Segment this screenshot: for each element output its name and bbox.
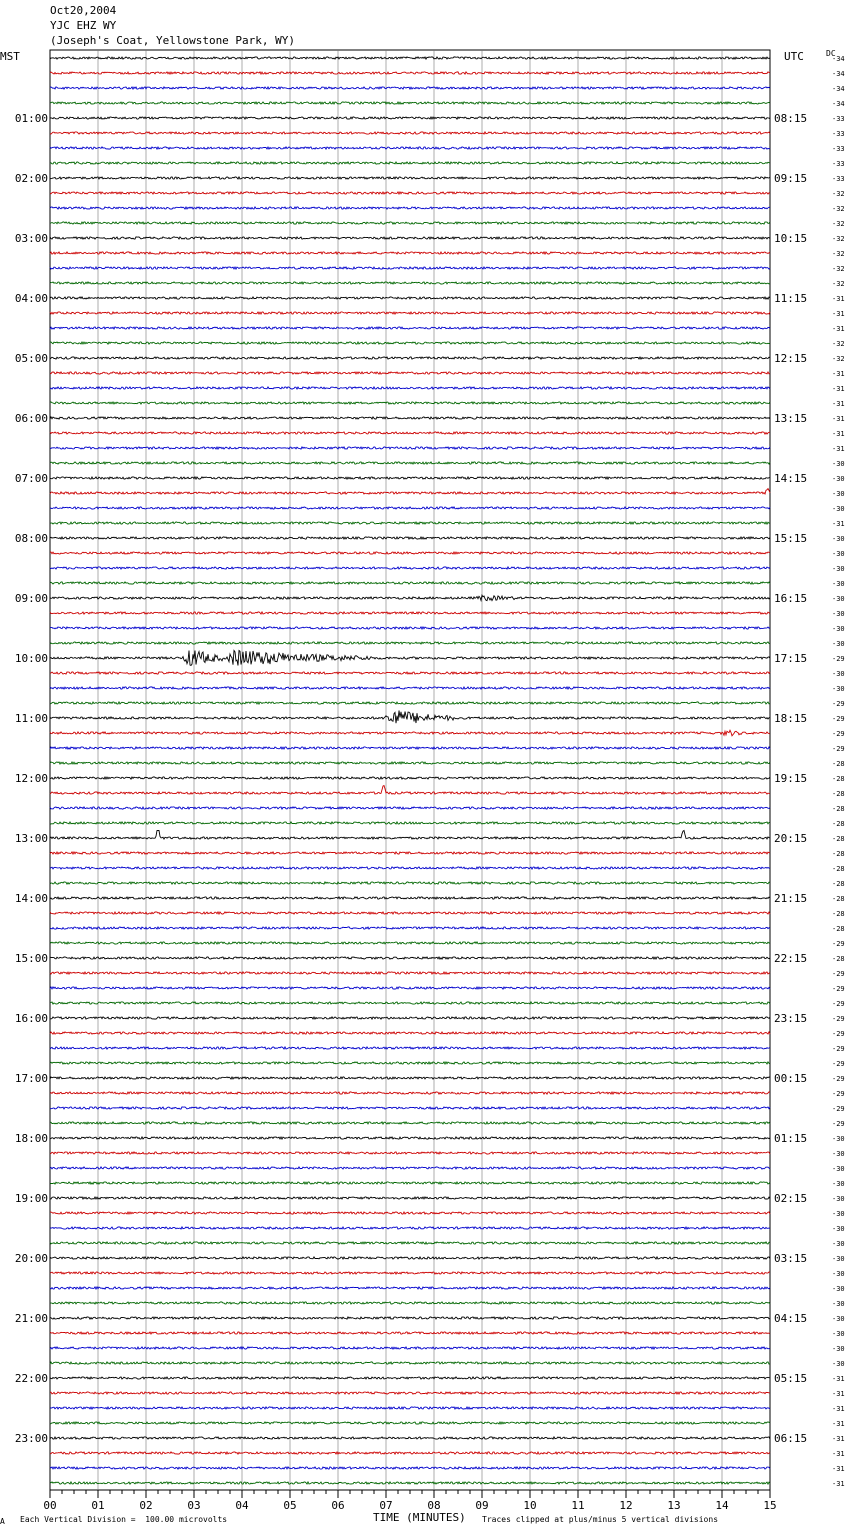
seismic-trace — [50, 327, 770, 329]
dc-offset-label: -31 — [832, 1450, 845, 1458]
seismic-trace — [50, 1182, 770, 1184]
dc-offset-label: -30 — [832, 1165, 845, 1173]
right-hour-label: 23:15 — [774, 1012, 808, 1025]
dc-offset-label: -30 — [832, 685, 845, 693]
seismic-trace — [50, 567, 770, 569]
left-timezone-label: MST — [0, 50, 20, 63]
dc-header: DC — [826, 49, 836, 58]
seismic-trace — [50, 1122, 770, 1124]
left-hour-label: 01:00 — [14, 112, 48, 125]
station-location: (Joseph's Coat, Yellowstone Park, WY) — [50, 34, 296, 47]
left-hour-label: 06:00 — [14, 412, 48, 425]
dc-offset-label: -31 — [832, 520, 845, 528]
dc-offset-label: -30 — [832, 1195, 845, 1203]
right-hour-label: 11:15 — [774, 292, 808, 305]
dc-offset-label: -31 — [832, 1405, 845, 1413]
dc-offset-label: -28 — [832, 955, 845, 963]
dc-offset-label: -28 — [832, 805, 845, 813]
left-hour-label: 04:00 — [14, 292, 48, 305]
corner-mark: A — [0, 1517, 5, 1526]
dc-offset-label: -30 — [832, 1300, 845, 1308]
right-hour-label: 15:15 — [774, 532, 808, 545]
dc-offset-label: -31 — [832, 1390, 845, 1398]
dc-offset-label: -30 — [832, 1345, 845, 1353]
seismic-trace — [50, 867, 770, 869]
left-hour-label: 13:00 — [14, 832, 48, 845]
seismic-trace — [50, 387, 770, 389]
seismic-trace — [50, 1257, 770, 1259]
dc-offset-label: -29 — [832, 655, 845, 663]
seismic-trace — [50, 762, 770, 764]
x-axis-label: TIME (MINUTES) — [373, 1511, 466, 1524]
seismic-trace — [50, 117, 770, 119]
seismic-trace — [50, 132, 770, 134]
x-tick-label: 03 — [187, 1499, 201, 1512]
dc-offset-label: -31 — [832, 370, 845, 378]
right-hour-label: 00:15 — [774, 1072, 808, 1085]
seismic-trace — [50, 1272, 770, 1274]
x-tick-label: 08 — [427, 1499, 441, 1512]
dc-offset-label: -31 — [832, 310, 845, 318]
seismic-trace — [50, 432, 770, 434]
seismic-trace — [50, 1362, 770, 1364]
right-hour-label: 16:15 — [774, 592, 808, 605]
seismic-trace — [50, 342, 770, 344]
seismic-trace — [50, 282, 770, 284]
dc-offset-label: -28 — [832, 760, 845, 768]
dc-offset-label: -29 — [832, 700, 845, 708]
x-tick-label: 14 — [715, 1499, 729, 1512]
seismic-trace — [50, 807, 770, 809]
dc-offset-label: -29 — [832, 1120, 845, 1128]
dc-offset-label: -28 — [832, 790, 845, 798]
dc-offset-label: -30 — [832, 1315, 845, 1323]
seismic-trace — [50, 1422, 770, 1424]
dc-offset-label: -29 — [832, 940, 845, 948]
seismic-trace — [50, 1152, 770, 1154]
dc-offset-label: -33 — [832, 115, 845, 123]
left-hour-label: 03:00 — [14, 232, 48, 245]
seismic-trace — [50, 1092, 770, 1094]
seismic-trace — [50, 972, 770, 974]
seismic-trace — [50, 312, 770, 314]
right-hour-label: 10:15 — [774, 232, 808, 245]
dc-offset-label: -34 — [832, 85, 845, 93]
seismic-trace — [50, 957, 770, 959]
seismic-trace — [50, 1017, 770, 1019]
right-hour-label: 17:15 — [774, 652, 808, 665]
seismic-trace — [50, 831, 770, 840]
dc-offset-label: -29 — [832, 1075, 845, 1083]
left-hour-label: 08:00 — [14, 532, 48, 545]
dc-offset-label: -31 — [832, 1480, 845, 1488]
dc-offset-label: -28 — [832, 820, 845, 828]
right-hour-label: 09:15 — [774, 172, 808, 185]
seismic-trace — [50, 537, 770, 539]
dc-offset-label: -34 — [832, 100, 845, 108]
dc-offset-label: -28 — [832, 850, 845, 858]
x-tick-label: 04 — [235, 1499, 249, 1512]
dc-offset-label: -31 — [832, 1375, 845, 1383]
seismic-trace — [50, 912, 770, 914]
seismic-trace — [50, 237, 770, 239]
seismic-trace — [50, 852, 770, 854]
dc-offset-label: -31 — [832, 1435, 845, 1443]
dc-offset-label: -30 — [832, 475, 845, 483]
x-tick-label: 10 — [523, 1499, 537, 1512]
dc-offset-label: -30 — [832, 1225, 845, 1233]
dc-offset-label: -32 — [832, 220, 845, 228]
seismic-trace — [50, 1452, 770, 1454]
x-tick-label: 07 — [379, 1499, 393, 1512]
seismic-trace — [50, 1332, 770, 1334]
dc-offset-label: -32 — [832, 280, 845, 288]
seismic-trace — [50, 207, 770, 209]
seismic-trace — [50, 162, 770, 164]
seismic-trace — [50, 252, 770, 254]
left-hour-label: 02:00 — [14, 172, 48, 185]
seismic-trace — [50, 72, 770, 74]
right-hour-label: 19:15 — [774, 772, 808, 785]
left-hour-label: 11:00 — [14, 712, 48, 725]
seismic-trace — [50, 1197, 770, 1199]
seismic-trace — [50, 1317, 770, 1319]
dc-offset-label: -31 — [832, 445, 845, 453]
dc-offset-label: -30 — [832, 670, 845, 678]
dc-offset-label: -28 — [832, 775, 845, 783]
seismic-trace — [50, 1077, 770, 1079]
dc-offset-label: -30 — [832, 580, 845, 588]
seismic-trace — [50, 87, 770, 89]
x-tick-label: 02 — [139, 1499, 153, 1512]
dc-offset-label: -32 — [832, 265, 845, 273]
seismic-trace — [50, 1392, 770, 1394]
right-timezone-label: UTC — [784, 50, 804, 63]
seismic-trace — [50, 1107, 770, 1109]
left-hour-label: 12:00 — [14, 772, 48, 785]
dc-offset-label: -28 — [832, 865, 845, 873]
dc-offset-label: -28 — [832, 910, 845, 918]
seismic-trace — [50, 612, 770, 614]
seismic-trace — [50, 1407, 770, 1409]
dc-offset-label: -33 — [832, 130, 845, 138]
dc-offset-label: -29 — [832, 730, 845, 738]
dc-offset-label: -32 — [832, 250, 845, 258]
right-hour-label: 18:15 — [774, 712, 808, 725]
left-hour-label: 15:00 — [14, 952, 48, 965]
seismic-trace — [50, 987, 770, 989]
dc-offset-label: -28 — [832, 835, 845, 843]
seismic-trace — [50, 1302, 770, 1304]
dc-offset-label: -31 — [832, 430, 845, 438]
right-hour-label: 22:15 — [774, 952, 808, 965]
dc-offset-label: -32 — [832, 340, 845, 348]
seismic-trace — [50, 687, 770, 689]
dc-offset-label: -30 — [832, 1180, 845, 1188]
right-hour-label: 02:15 — [774, 1192, 808, 1205]
dc-offset-label: -29 — [832, 1015, 845, 1023]
dc-offset-label: -30 — [832, 460, 845, 468]
dc-offset-label: -33 — [832, 145, 845, 153]
seismic-trace — [50, 372, 770, 374]
dc-offset-label: -34 — [832, 55, 845, 63]
seismic-trace — [50, 927, 770, 929]
dc-offset-label: -30 — [832, 625, 845, 633]
dc-offset-label: -33 — [832, 175, 845, 183]
seismic-trace — [50, 711, 770, 724]
seismic-trace — [50, 1212, 770, 1214]
left-hour-label: 21:00 — [14, 1312, 48, 1325]
seismic-trace — [50, 642, 770, 644]
dc-offset-label: -31 — [832, 400, 845, 408]
seismic-trace — [50, 747, 770, 749]
seismic-trace — [50, 507, 770, 509]
dc-offset-label: -33 — [832, 160, 845, 168]
seismic-trace — [50, 651, 770, 666]
seismic-trace — [50, 552, 770, 554]
left-hour-label: 19:00 — [14, 1192, 48, 1205]
right-hour-label: 12:15 — [774, 352, 808, 365]
dc-offset-label: -31 — [832, 415, 845, 423]
seismic-trace — [50, 1287, 770, 1289]
dc-offset-label: -30 — [832, 1270, 845, 1278]
dc-offset-label: -30 — [832, 1240, 845, 1248]
right-hour-label: 13:15 — [774, 412, 808, 425]
x-tick-label: 13 — [667, 1499, 681, 1512]
dc-offset-label: -28 — [832, 895, 845, 903]
seismic-trace — [50, 267, 770, 269]
seismic-trace — [50, 595, 770, 601]
dc-offset-label: -30 — [832, 535, 845, 543]
seismic-trace — [50, 1377, 770, 1379]
seismic-trace — [50, 1137, 770, 1139]
dc-offset-label: -29 — [832, 745, 845, 753]
left-hour-label: 22:00 — [14, 1372, 48, 1385]
seismic-trace — [50, 417, 770, 419]
dc-offset-label: -29 — [832, 715, 845, 723]
seismic-trace — [50, 942, 770, 944]
dc-offset-label: -30 — [832, 595, 845, 603]
dc-offset-label: -30 — [832, 1360, 845, 1368]
right-hour-label: 01:15 — [774, 1132, 808, 1145]
seismic-trace — [50, 1047, 770, 1049]
seismic-trace — [50, 402, 770, 404]
dc-offset-label: -29 — [832, 1060, 845, 1068]
plot-date: Oct20,2004 — [50, 4, 117, 17]
seismic-trace — [50, 702, 770, 704]
seismic-trace — [50, 57, 770, 59]
seismic-trace — [50, 1242, 770, 1244]
seismic-trace — [50, 897, 770, 899]
seismic-trace — [50, 147, 770, 149]
x-tick-label: 15 — [763, 1499, 777, 1512]
left-hour-label: 14:00 — [14, 892, 48, 905]
seismic-trace — [50, 192, 770, 194]
dc-offset-label: -30 — [832, 505, 845, 513]
seismic-trace — [50, 1467, 770, 1469]
seismic-trace — [50, 1482, 770, 1484]
dc-offset-label: -32 — [832, 190, 845, 198]
x-tick-label: 00 — [43, 1499, 57, 1512]
seismic-trace — [50, 1437, 770, 1439]
dc-offset-label: -34 — [832, 70, 845, 78]
left-hour-label: 17:00 — [14, 1072, 48, 1085]
dc-offset-label: -30 — [832, 1135, 845, 1143]
dc-offset-label: -28 — [832, 925, 845, 933]
seismic-trace — [50, 822, 770, 824]
dc-offset-label: -29 — [832, 1105, 845, 1113]
left-hour-label: 10:00 — [14, 652, 48, 665]
right-hour-label: 08:15 — [774, 112, 808, 125]
seismic-trace — [50, 730, 770, 736]
x-tick-label: 05 — [283, 1499, 297, 1512]
x-tick-label: 09 — [475, 1499, 489, 1512]
seismic-trace — [50, 1347, 770, 1349]
x-tick-label: 06 — [331, 1499, 345, 1512]
dc-offset-label: -30 — [832, 640, 845, 648]
seismic-trace — [50, 582, 770, 584]
dc-offset-label: -30 — [832, 1255, 845, 1263]
seismic-trace — [50, 357, 770, 359]
dc-offset-label: -31 — [832, 1465, 845, 1473]
left-hour-label: 05:00 — [14, 352, 48, 365]
dc-offset-label: -30 — [832, 550, 845, 558]
dc-offset-label: -29 — [832, 1000, 845, 1008]
right-hour-label: 06:15 — [774, 1432, 808, 1445]
dc-offset-label: -30 — [832, 1150, 845, 1158]
seismic-trace — [50, 297, 770, 299]
right-hour-label: 14:15 — [774, 472, 808, 485]
dc-offset-label: -31 — [832, 295, 845, 303]
seismic-trace — [50, 222, 770, 224]
dc-offset-label: -29 — [832, 1045, 845, 1053]
seismic-trace — [50, 522, 770, 524]
dc-offset-label: -30 — [832, 1330, 845, 1338]
left-hour-label: 18:00 — [14, 1132, 48, 1145]
seismic-trace — [50, 1002, 770, 1004]
seismic-trace — [50, 1062, 770, 1064]
right-hour-label: 21:15 — [774, 892, 808, 905]
dc-offset-label: -31 — [832, 325, 845, 333]
dc-offset-label: -29 — [832, 970, 845, 978]
dc-offset-label: -29 — [832, 1030, 845, 1038]
seismic-trace — [50, 786, 770, 795]
right-hour-label: 03:15 — [774, 1252, 808, 1265]
dc-offset-label: -30 — [832, 490, 845, 498]
seismic-trace — [50, 1032, 770, 1034]
seismic-trace — [50, 462, 770, 464]
dc-offset-label: -29 — [832, 1090, 845, 1098]
x-tick-label: 11 — [571, 1499, 585, 1512]
x-tick-label: 12 — [619, 1499, 633, 1512]
seismic-trace — [50, 882, 770, 884]
dc-offset-label: -32 — [832, 235, 845, 243]
left-hour-label: 20:00 — [14, 1252, 48, 1265]
seismic-trace — [50, 177, 770, 179]
seismic-trace — [50, 1227, 770, 1229]
dc-offset-label: -29 — [832, 985, 845, 993]
dc-offset-label: -28 — [832, 880, 845, 888]
dc-offset-label: -32 — [832, 205, 845, 213]
dc-offset-label: -31 — [832, 1420, 845, 1428]
left-hour-label: 23:00 — [14, 1432, 48, 1445]
left-hour-label: 07:00 — [14, 472, 48, 485]
seismic-trace — [50, 477, 770, 479]
right-hour-label: 04:15 — [774, 1312, 808, 1325]
seismic-trace — [50, 102, 770, 104]
dc-offset-label: -32 — [832, 355, 845, 363]
x-tick-label: 01 — [91, 1499, 105, 1512]
left-hour-label: 09:00 — [14, 592, 48, 605]
left-hour-label: 16:00 — [14, 1012, 48, 1025]
seismic-trace — [50, 1167, 770, 1169]
dc-offset-label: -30 — [832, 1210, 845, 1218]
seismic-trace — [50, 777, 770, 779]
seismic-trace — [50, 447, 770, 449]
dc-offset-label: -31 — [832, 385, 845, 393]
dc-offset-label: -30 — [832, 1285, 845, 1293]
seismic-trace — [50, 672, 770, 674]
dc-offset-label: -30 — [832, 565, 845, 573]
right-hour-label: 20:15 — [774, 832, 808, 845]
scale-note: Each Vertical Division = 100.00 microvolts — [20, 1515, 228, 1524]
seismic-trace — [50, 627, 770, 629]
right-hour-label: 05:15 — [774, 1372, 808, 1385]
seismic-trace — [50, 489, 770, 495]
station-id: YJC EHZ WY — [50, 19, 117, 32]
dc-offset-label: -30 — [832, 610, 845, 618]
clip-note: Traces clipped at plus/minus 5 vertical divisions — [482, 1515, 719, 1524]
